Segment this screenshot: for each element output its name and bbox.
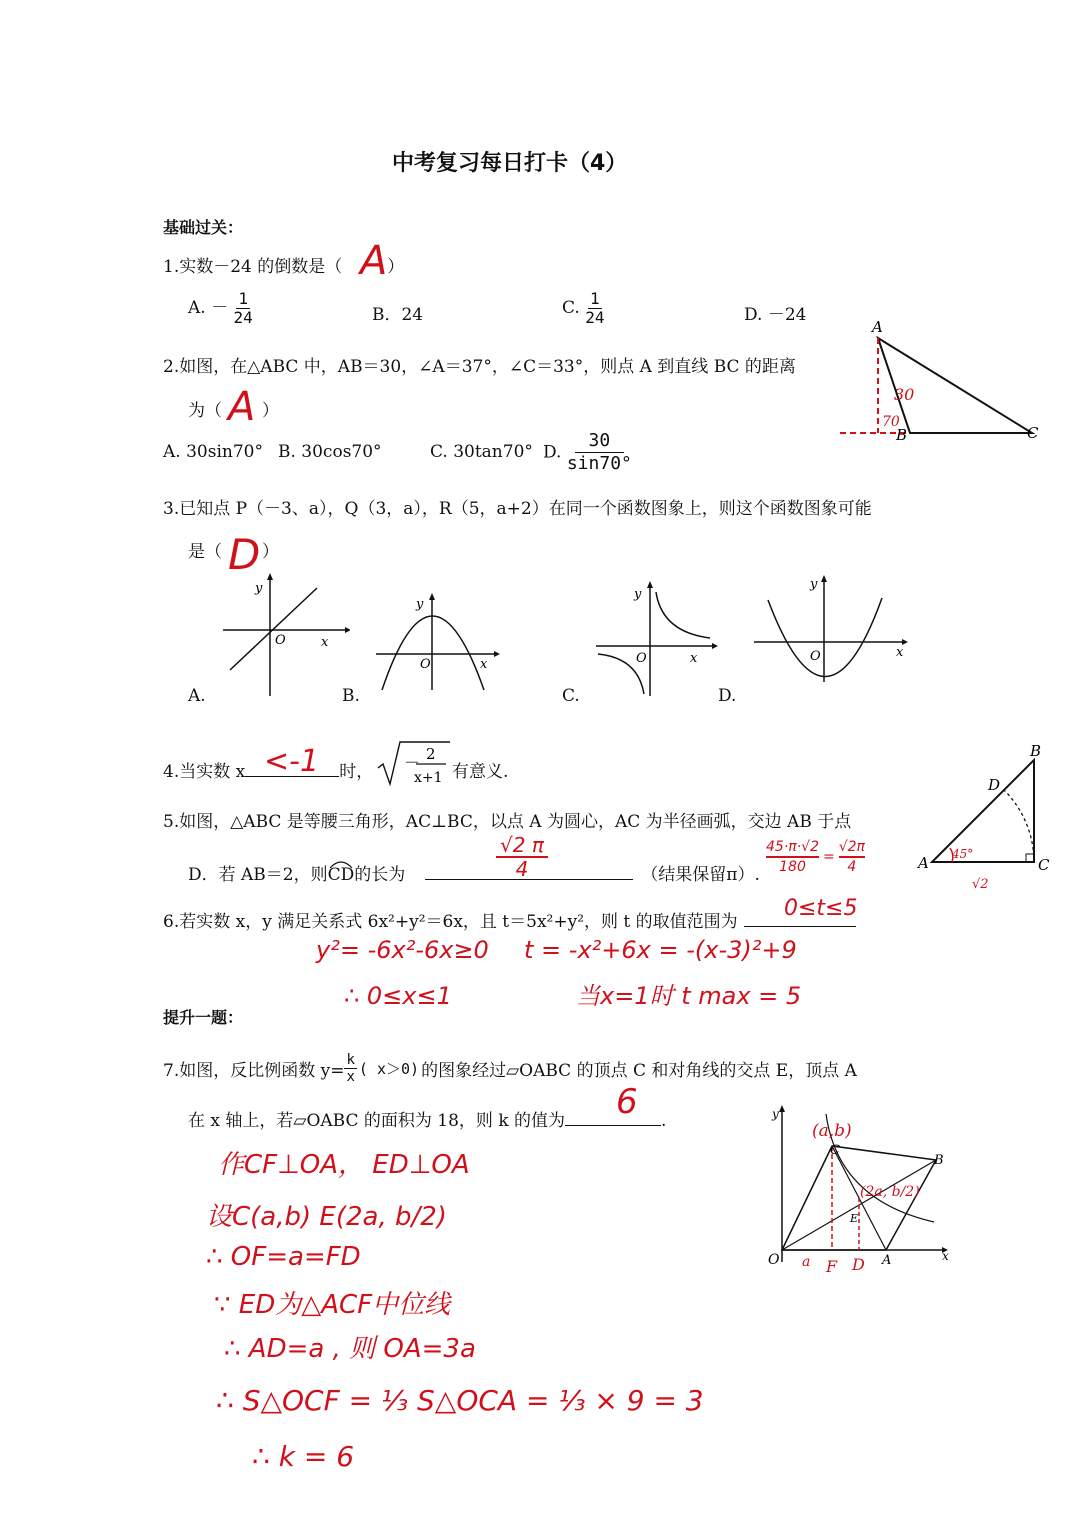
q1-option-a bbox=[188, 290, 253, 327]
q3-label-a: A. bbox=[188, 686, 206, 706]
q1-opt-a-fraction bbox=[234, 290, 253, 327]
q6-answer-handwritten: 0≤t≤5 bbox=[784, 896, 858, 921]
q3-stem-line1: 3.已知点 P（－3、a），Q（3，a），R（5，a+2）在同一个函数图象上，则这个函数图象可能 bbox=[163, 499, 872, 519]
q2-label-b: B bbox=[896, 426, 908, 444]
q7-stem2: 在 x 轴上，若▱OABC 的面积为 18，则 k 的值为 bbox=[188, 1111, 566, 1131]
q5-stem-line1: 5.如图，△ABC 是等腰三角形，AC⊥BC，以点 A 为圆心，AC 为半径画弧，交边 AB 于点 bbox=[163, 812, 852, 832]
q3-graph-b-y: y bbox=[416, 597, 424, 612]
q3-graph-a bbox=[215, 572, 350, 700]
q4-pre: 4.当实数 x bbox=[163, 762, 246, 782]
q7-solution-line5: ∴ AD=a , 则 OA=3a bbox=[224, 1334, 476, 1364]
q3-graph-c-y: y bbox=[634, 587, 642, 602]
q7-cond: ( x＞0) bbox=[358, 1060, 420, 1078]
q5-stem2b: 的长为 bbox=[354, 865, 406, 885]
q3-graph-b-o: O bbox=[420, 657, 431, 672]
q3-graph-d-y: y bbox=[810, 577, 818, 592]
q5-side-note: √2 bbox=[972, 877, 989, 892]
q7-e-coord-note: (2a, b/2) bbox=[860, 1184, 920, 1200]
q3-graph-b-x: x bbox=[480, 657, 488, 672]
q3-graph-d-o: O bbox=[810, 649, 821, 664]
q7-label-b: B bbox=[934, 1153, 944, 1168]
q7-pre: 7.如图，反比例函数 y= bbox=[163, 1061, 345, 1081]
q2-option-a: A. 30sin70° bbox=[163, 442, 263, 462]
q1-opt-a-num: 1 bbox=[238, 289, 248, 308]
q5-triangle-figure bbox=[912, 738, 1062, 898]
q1-option-b: B．24 bbox=[372, 305, 424, 325]
q6-work-line1: y²= -6x²-6x≥0 bbox=[316, 936, 489, 964]
q2-stem2-text: 为（ bbox=[188, 401, 222, 421]
section-basic-heading: 基础过关： bbox=[163, 218, 244, 237]
q2-opt-d-den: sin70° bbox=[566, 453, 632, 474]
q3-stem2-text: 是（ bbox=[188, 542, 222, 562]
q4-radical bbox=[376, 738, 452, 788]
q7-solution-line2: 设C(a,b) E(2a, b/2) bbox=[206, 1202, 447, 1232]
q2-option-d bbox=[543, 430, 632, 475]
q2-opt-d-num: 30 bbox=[575, 430, 625, 453]
q1-opt-a-sign: － bbox=[211, 298, 229, 318]
q4-mid: 时， bbox=[339, 762, 374, 782]
q1-opt-a-den: 24 bbox=[233, 308, 253, 327]
q7-stem1b: 的图象经过▱OABC 的顶点 C 和对角线的交点 E，顶点 A bbox=[421, 1061, 857, 1081]
q4-frac-num: 2 bbox=[426, 745, 436, 763]
q1-option-c bbox=[562, 290, 604, 327]
q1-option-d: D. －24 bbox=[744, 305, 807, 325]
q7-a-note: a bbox=[802, 1254, 811, 1270]
q7-label-x: x bbox=[942, 1249, 949, 1263]
q7-d-note: D bbox=[852, 1255, 865, 1272]
q7-label-o: O bbox=[768, 1252, 780, 1268]
q3-graph-a-x: x bbox=[321, 635, 329, 650]
q2-stem-line1: 2.如图，在△ABC 中，AB＝30，∠A＝37°，∠C＝33°，则点 A 到直线 BC 的距离 bbox=[163, 357, 796, 377]
q5-answer-num: √2 π bbox=[496, 834, 548, 858]
q1-opt-c-den: 24 bbox=[585, 308, 605, 327]
q3-label-b: B. bbox=[342, 686, 360, 706]
q5-label-a: A bbox=[918, 854, 929, 872]
q6-work-line2: t = -x²+6x = -(x-3)²+9 bbox=[524, 936, 797, 964]
q2-label-c: C bbox=[1027, 424, 1039, 442]
q5-arc bbox=[1004, 790, 1034, 862]
q7-f-note: F bbox=[826, 1257, 838, 1272]
q7-label-c: C bbox=[830, 1143, 840, 1158]
q2-answer-handwritten: A bbox=[228, 384, 256, 430]
q7-c-coord-note: (a,b) bbox=[812, 1121, 852, 1141]
q7-solution-line4: ∵ ED为△ACF中位线 bbox=[214, 1290, 451, 1320]
q1-opt-c-fraction bbox=[585, 290, 604, 327]
q5-label-d: D bbox=[988, 776, 1001, 794]
q4-frac-den: x+1 bbox=[414, 770, 443, 786]
q3-close: ） bbox=[262, 542, 279, 562]
q3-graph-b bbox=[372, 592, 502, 692]
q6-stem bbox=[163, 907, 856, 932]
q7-solution-line3: ∴ OF=a=FD bbox=[206, 1242, 361, 1272]
q5-label-b: B bbox=[1030, 742, 1042, 760]
q7-stem-line2 bbox=[188, 1106, 666, 1131]
q3-graph-c bbox=[592, 580, 722, 700]
q5-angle-note: 45° bbox=[952, 847, 974, 861]
q7-solution-line1: 作CF⊥OA， ED⊥OA bbox=[218, 1150, 470, 1180]
q6-stem-text: 6.若实数 x，y 满足关系式 6x²+y²＝6x，且 t＝5x²+y²，则 t 的取值范围为 bbox=[163, 912, 738, 932]
q3-graph-b-curve bbox=[382, 616, 484, 690]
q7-solution-line6: ∴ S△OCF = ⅓ S△OCA = ⅓ × 9 = 3 bbox=[216, 1384, 704, 1417]
page-title: 中考复习每日打卡（4） bbox=[392, 151, 628, 176]
q3-graph-a-o: O bbox=[275, 633, 286, 648]
q2-close: ） bbox=[262, 401, 279, 421]
q1-stem-text: 1.实数－24 的倒数是（ bbox=[163, 257, 343, 277]
q3-graph-c-x: x bbox=[690, 651, 698, 666]
q5-triangle bbox=[932, 760, 1034, 862]
q3-label-d: D. bbox=[718, 686, 737, 706]
q1-close: ） bbox=[387, 257, 405, 277]
q7-label-a: A bbox=[882, 1253, 892, 1268]
q5-work-eq: = bbox=[822, 849, 835, 865]
q5-label-c: C bbox=[1038, 856, 1050, 874]
q3-graph-a-line bbox=[230, 588, 317, 670]
q7-parallelogram-figure bbox=[756, 1100, 956, 1272]
q4-post: 有意义. bbox=[452, 762, 509, 782]
q3-label-c: C. bbox=[562, 686, 580, 706]
section-advanced-heading: 提升一题： bbox=[163, 1008, 244, 1027]
q2-note-70: 70 bbox=[882, 414, 900, 430]
q2-triangle-figure bbox=[840, 318, 1050, 448]
q7-stem-line1 bbox=[163, 1052, 857, 1085]
q7-frac-x: x bbox=[346, 1069, 355, 1085]
q2-opt-d-fraction bbox=[567, 430, 632, 475]
q7-label-y: y bbox=[772, 1107, 779, 1121]
q5-work-rnum: √2π bbox=[839, 838, 865, 858]
q2-opt-d-label: D. bbox=[543, 442, 562, 463]
q5-note: （结果保留π）. bbox=[641, 865, 760, 885]
q3-graph-a-y: y bbox=[255, 581, 263, 596]
q2-label-a: A bbox=[872, 318, 883, 336]
q5-answer-den: 4 bbox=[515, 857, 529, 881]
q3-graph-c-curve1 bbox=[656, 592, 710, 638]
q7-answer-handwritten: 6 bbox=[616, 1082, 638, 1122]
q5-arc-text: CD bbox=[327, 865, 355, 885]
q5-arc-cd bbox=[328, 865, 355, 885]
q7-fraction bbox=[344, 1052, 356, 1085]
q3-graph-d-curve bbox=[768, 598, 882, 677]
q5-work-handwritten bbox=[766, 838, 865, 876]
q3-graph-c-o: O bbox=[636, 651, 647, 666]
q7-end: . bbox=[661, 1111, 667, 1131]
q7-frac-k: k bbox=[346, 1052, 355, 1068]
q3-graph-d-x: x bbox=[896, 645, 904, 660]
q6-work-line4: 当x=1时 t max = 5 bbox=[576, 982, 802, 1010]
q2-option-b: B. 30cos70° bbox=[278, 442, 382, 462]
q5-stem-line2 bbox=[188, 857, 760, 885]
q5-answer-handwritten bbox=[496, 834, 548, 880]
q7-solution-line7: ∴ k = 6 bbox=[252, 1440, 355, 1473]
q1-answer-handwritten: A bbox=[360, 238, 388, 284]
q1-opt-c-label: C. bbox=[562, 298, 580, 318]
q4-answer-handwritten: <-1 bbox=[264, 744, 320, 779]
q1-opt-a-label: A. bbox=[188, 298, 206, 318]
q5-work-den: 180 bbox=[779, 859, 806, 875]
q5-work-num: 45·π·√2 bbox=[766, 838, 819, 858]
q2-note-30: 30 bbox=[894, 385, 915, 404]
q6-work-line3: ∴ 0≤x≤1 bbox=[344, 982, 452, 1010]
q7-label-e: E bbox=[850, 1212, 859, 1225]
q5-stem2a: D．若 AB＝2，则 bbox=[188, 865, 328, 885]
q3-graph-d bbox=[752, 574, 912, 686]
q3-answer-handwritten: D bbox=[228, 530, 261, 579]
q2-option-c: C. 30tan70° bbox=[430, 442, 533, 462]
q4-neg-sign: － bbox=[404, 753, 421, 772]
q5-work-rden: 4 bbox=[847, 859, 857, 875]
q1-opt-c-num: 1 bbox=[590, 289, 600, 308]
